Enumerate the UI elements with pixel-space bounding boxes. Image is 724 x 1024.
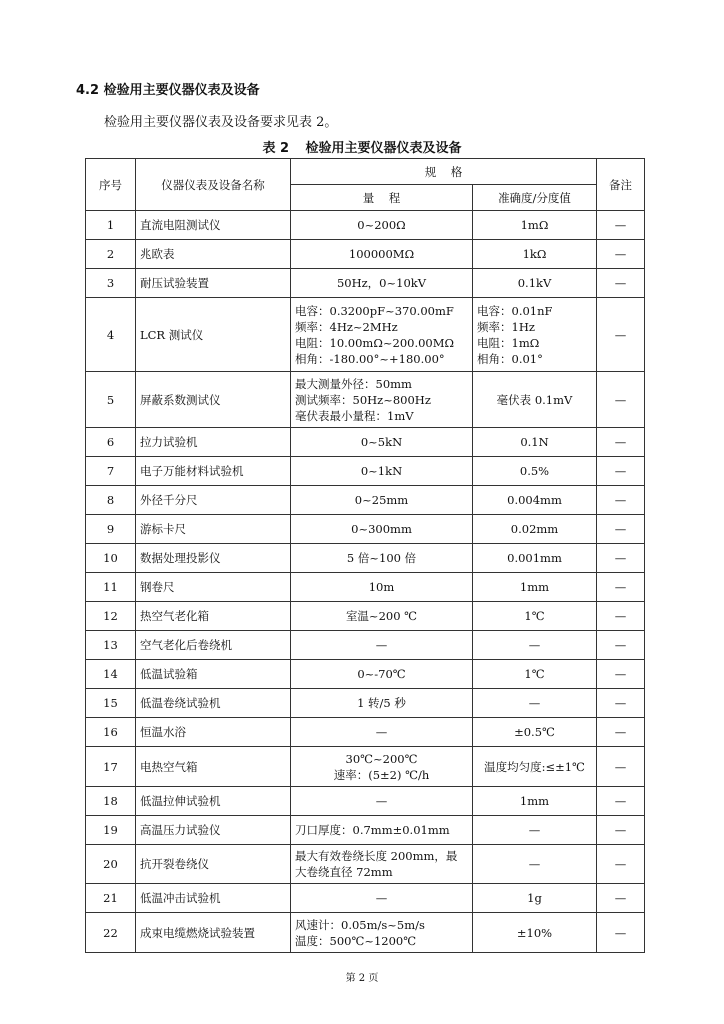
intro-paragraph: 检验用主要仪器仪表及设备要求见表 2。 [104,115,338,130]
cell-accuracy: 1℃ [473,602,597,631]
cell-no: 11 [86,573,136,602]
table-body [86,211,645,953]
table-row [86,747,645,787]
table-row [86,689,645,718]
header-accuracy: 准确度/分度值 [473,185,597,211]
cell-name: 直流电阻测试仪 [136,211,291,240]
table-row [86,845,645,884]
cell-no: 2 [86,240,136,269]
cell-no: 9 [86,515,136,544]
section-number: 4.2 [76,83,100,98]
cell-no: 8 [86,486,136,515]
cell-name: 外径千分尺 [136,486,291,515]
cell-name: 低温试验箱 [136,660,291,689]
table-row [86,211,645,240]
table-row [86,515,645,544]
table-row [86,660,645,689]
table-row [86,718,645,747]
table-row [86,298,645,372]
cell-no: 19 [86,816,136,845]
cell-range: — [291,631,473,660]
cell-range: 刀口厚度：0.7mm±0.01mm [291,816,473,845]
table-row [86,372,645,428]
cell-name: 游标卡尺 [136,515,291,544]
table-row [86,457,645,486]
section-title: 检验用主要仪器仪表及设备 [103,83,260,98]
cell-note: — [597,689,645,718]
table-row [86,486,645,515]
cell-name: 兆欧表 [136,240,291,269]
cell-name: 低温冲击试验机 [136,884,291,913]
cell-accuracy: 1mm [473,787,597,816]
cell-range: 1 转/5 秒 [291,689,473,718]
cell-accuracy: — [473,689,597,718]
cell-no: 7 [86,457,136,486]
cell-accuracy: 1g [473,884,597,913]
cell-accuracy: ±0.5℃ [473,718,597,747]
cell-note: — [597,816,645,845]
cell-no: 5 [86,372,136,428]
table-row [86,816,645,845]
cell-range: 100000MΩ [291,240,473,269]
cell-note: — [597,884,645,913]
cell-accuracy: 0.001mm [473,544,597,573]
cell-no: 17 [86,747,136,787]
cell-range: 最大有效卷绕长度 200mm，最 大卷绕直径 72mm [291,845,473,884]
cell-accuracy: ±10% [473,913,597,953]
cell-name: 电热空气箱 [136,747,291,787]
cell-accuracy: 1mΩ [473,211,597,240]
cell-note: — [597,602,645,631]
cell-name: 抗开裂卷绕仪 [136,845,291,884]
header-note: 备注 [597,159,645,211]
cell-range: 最大测量外径：50mm 测试频率：50Hz~800Hz 毫伏表最小量程：1mV [291,372,473,428]
page-footer: 第 2 页 [345,973,379,984]
cell-range: 30℃~200℃ 速率：(5±2) ℃/h [291,747,473,787]
cell-range: — [291,718,473,747]
cell-name: 数据处理投影仪 [136,544,291,573]
cell-note: — [597,269,645,298]
cell-name: 耐压试验装置 [136,269,291,298]
cell-name: 拉力试验机 [136,428,291,457]
header-name: 仪器仪表及设备名称 [136,159,291,211]
cell-name: 低温卷绕试验机 [136,689,291,718]
cell-no: 6 [86,428,136,457]
cell-accuracy: 0.1kV [473,269,597,298]
cell-accuracy: 1℃ [473,660,597,689]
cell-no: 4 [86,298,136,372]
cell-no: 10 [86,544,136,573]
cell-name: 屏蔽系数测试仪 [136,372,291,428]
cell-name: 成束电缆燃烧试验装置 [136,913,291,953]
cell-name: LCR 测试仪 [136,298,291,372]
cell-no: 3 [86,269,136,298]
cell-note: — [597,240,645,269]
cell-note: — [597,372,645,428]
cell-range: 50Hz，0~10kV [291,269,473,298]
table-row [86,428,645,457]
cell-accuracy: 温度均匀度:≤±1℃ [473,747,597,787]
cell-name: 高温压力试验仪 [136,816,291,845]
cell-accuracy: 1mm [473,573,597,602]
table-row [86,884,645,913]
cell-name: 钢卷尺 [136,573,291,602]
cell-accuracy: 0.1N [473,428,597,457]
cell-no: 1 [86,211,136,240]
table-row [86,544,645,573]
cell-note: — [597,298,645,372]
cell-note: — [597,718,645,747]
cell-no: 12 [86,602,136,631]
cell-name: 空气老化后卷绕机 [136,631,291,660]
cell-range: 0~-70℃ [291,660,473,689]
cell-note: — [597,544,645,573]
cell-note: — [597,631,645,660]
cell-note: — [597,660,645,689]
cell-note: — [597,573,645,602]
table-caption [0,137,724,156]
cell-name: 电子万能材料试验机 [136,457,291,486]
table-row [86,240,645,269]
cell-note: — [597,211,645,240]
table-caption-title: 检验用主要仪器仪表及设备 [305,141,462,156]
cell-range: — [291,787,473,816]
cell-range: — [291,884,473,913]
table-row [86,913,645,953]
cell-no: 20 [86,845,136,884]
cell-note: — [597,913,645,953]
cell-range: 0~25mm [291,486,473,515]
cell-note: — [597,486,645,515]
cell-no: 21 [86,884,136,913]
cell-note: — [597,515,645,544]
cell-range: 0~5kN [291,428,473,457]
cell-accuracy: 0.004mm [473,486,597,515]
cell-no: 14 [86,660,136,689]
cell-accuracy: 毫伏表 0.1mV [473,372,597,428]
header-spec: 规 格 [291,159,597,185]
cell-note: — [597,457,645,486]
cell-no: 18 [86,787,136,816]
cell-range: 电容：0.3200pF~370.00mF 频率：4Hz~2MHz 电阻：10.00mΩ~200.00MΩ 相角：-180.00°~+180.00° [291,298,473,372]
cell-no: 22 [86,913,136,953]
cell-no: 16 [86,718,136,747]
cell-range: 室温~200 ℃ [291,602,473,631]
cell-accuracy: 0.5% [473,457,597,486]
cell-name: 恒温水浴 [136,718,291,747]
cell-note: — [597,747,645,787]
header-no: 序号 [86,159,136,211]
cell-note: — [597,787,645,816]
cell-no: 13 [86,631,136,660]
table-row [86,269,645,298]
table-caption-number: 表 2 [262,141,290,156]
cell-no: 15 [86,689,136,718]
cell-note: — [597,428,645,457]
table-row [86,631,645,660]
header-range: 量 程 [291,185,473,211]
cell-accuracy: 0.02mm [473,515,597,544]
cell-accuracy: — [473,816,597,845]
cell-range: 5 倍~100 倍 [291,544,473,573]
cell-name: 低温拉伸试验机 [136,787,291,816]
cell-accuracy: — [473,845,597,884]
table-row [86,787,645,816]
cell-note: — [597,845,645,884]
table-row [86,573,645,602]
cell-range: 10m [291,573,473,602]
cell-range: 0~300mm [291,515,473,544]
cell-range: 0~200Ω [291,211,473,240]
cell-accuracy: — [473,631,597,660]
cell-name: 热空气老化箱 [136,602,291,631]
cell-range: 0~1kN [291,457,473,486]
cell-accuracy: 电容：0.01nF 频率：1Hz 电阻：1mΩ 相角：0.01° [473,298,597,372]
section-heading [76,79,260,98]
equipment-table [85,158,645,953]
cell-accuracy: 1kΩ [473,240,597,269]
cell-range: 风速计：0.05m/s~5m/s 温度：500℃~1200℃ [291,913,473,953]
table-row [86,602,645,631]
